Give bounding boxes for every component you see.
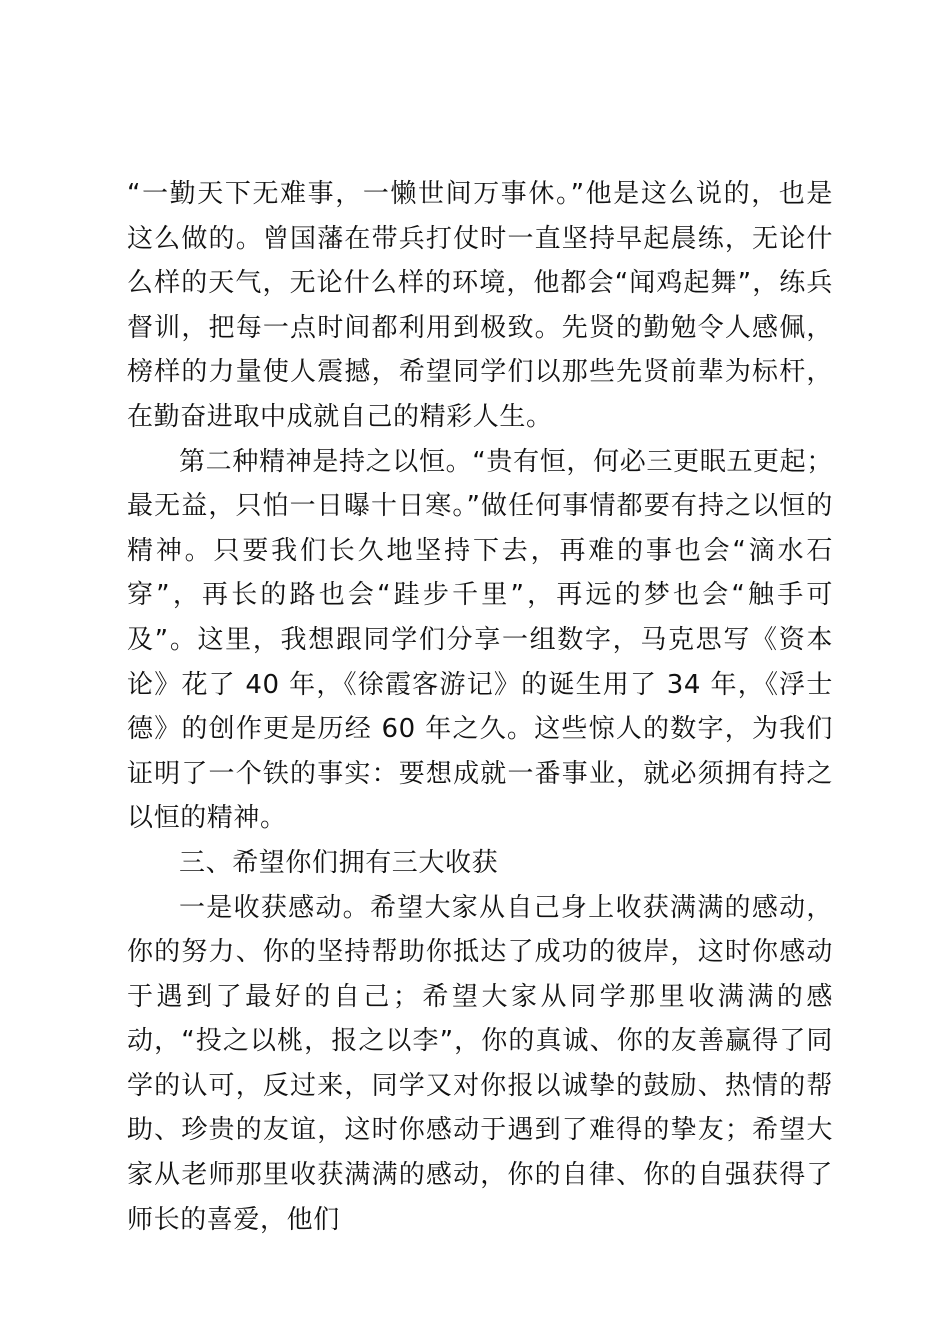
paragraph-perseverance: 第二种精神是持之以恒。“贵有恒，何必三更眠五更起；最无益，只怕一日曝十日寒。”做任何事情都要有持之以恒的精神。只要我们长久地坚持下去，再难的事也会“滴水石穿”，再长的路也会“跬步千里”，再远的梦也会“触手可及”。这里，我想跟同学们分享一组数字，马克思写《资本论》花了 40 年，《徐霞客游记》的诞生用了 34 年，《浮士德》的创作更是历经 60 年之久。这些惊人的数字，为我们证明了一个铁的事实：要想成就一番事业，就必须拥有持之以恒的精神。 [127, 446, 833, 834]
section-heading: 三、希望你们拥有三大收获 [179, 847, 499, 878]
paragraph-gain-emotion: 一是收获感动。希望大家从自己身上收获满满的感动，你的努力、你的坚持帮助你抵达了成功的彼岸，这时你感动于遇到了最好的自己；希望大家从同学那里收满满的感动，“投之以桃，报之以李”，你的真诚、你的友善赢得了同学的认可，反过来，同学又对你报以诚挚的鼓励、热情的帮助、珍贵的友谊，这时你感动于遇到了难得的挚友；希望大家从老师那里收获满满的感动，你的自律、你的自强获得了师长的喜爱，他们 [127, 892, 833, 1235]
paragraph-continuation: “一勤天下无难事，一懒世间万事休。”他是这么说的，也是这么做的。曾国藩在带兵打仗时一直坚持早起晨练，无论什么样的天气，无论什么样的环境，他都会“闻鸡起舞”，练兵督训，把每一点时间都利用到极致。先贤的勤勉令人感佩，榜样的力量使人震撼，希望同学们以那些先贤前辈为标杆，在勤奋进取中成就自己的精彩人生。 [127, 179, 833, 432]
body-text [127, 172, 833, 1242]
